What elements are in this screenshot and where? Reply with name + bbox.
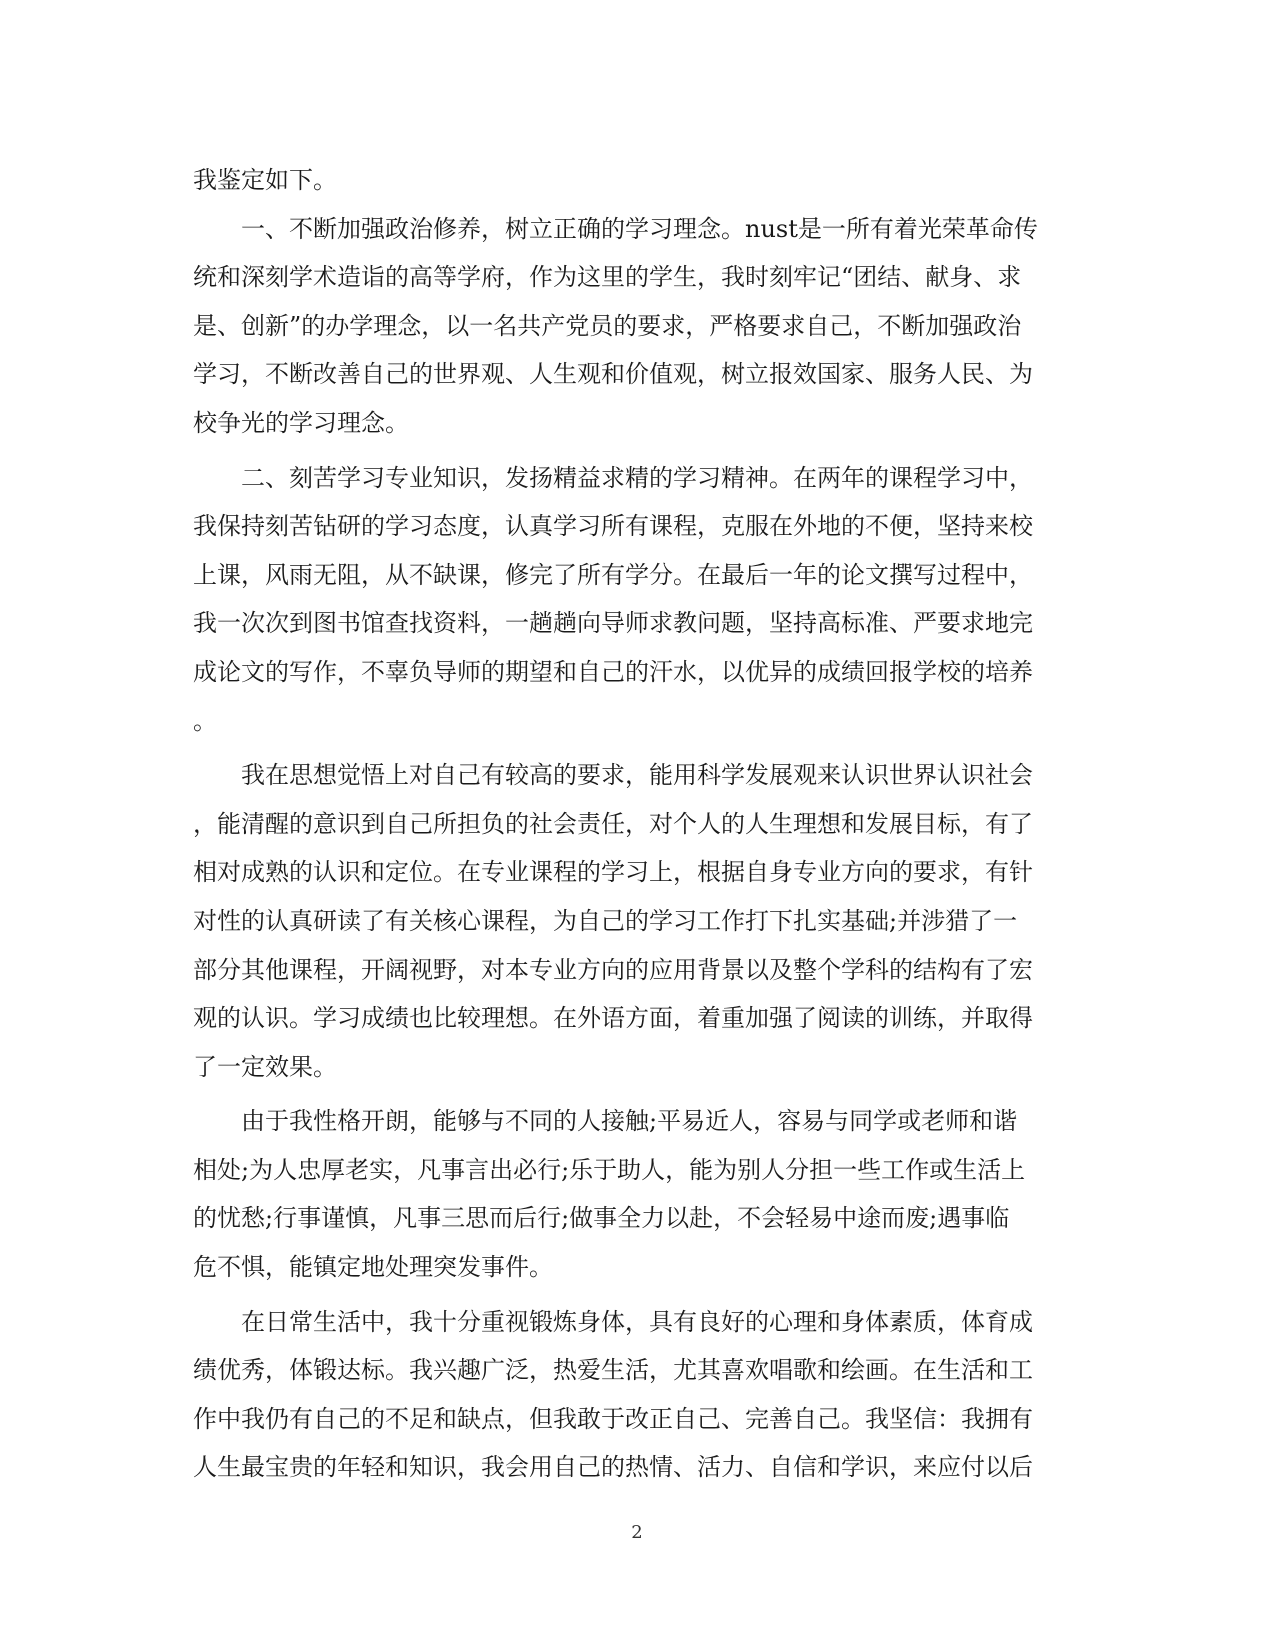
text-line: ，能清醒的意识到自己所担负的社会责任，对个人的人生理想和发展目标，有了 <box>193 809 1033 838</box>
page-number: 2 <box>631 1522 643 1543</box>
text-line: 在日常生活中，我十分重视锻炼身体，具有良好的心理和身体素质，体育成 <box>193 1307 1033 1336</box>
text-line: 相处;为人忠厚老实，凡事言出必行;乐于助人，能为别人分担一些工作或生活上 <box>193 1155 1026 1184</box>
text-line: 的忧愁;行事谨慎，凡事三思而后行;做事全力以赴，不会轻易中途而废;遇事临 <box>193 1204 1010 1233</box>
text-line: 作中我仍有自己的不足和缺点，但我敢于改正自己、完善自己。我坚信：我拥有 <box>193 1404 1033 1433</box>
text-line: 上课，风雨无阻，从不缺课，修完了所有学分。在最后一年的论文撰写过程中， <box>193 560 1033 589</box>
text-line: 成论文的写作，不辜负导师的期望和自己的汗水，以优异的成绩回报学校的培养 <box>193 657 1033 686</box>
text-line: 校争光的学习理念。 <box>193 408 409 437</box>
text-line: 我保持刻苦钻研的学习态度，认真学习所有课程，克服在外地的不便，坚持来校 <box>193 512 1033 541</box>
text-line: 对性的认真研读了有关核心课程，为自己的学习工作打下扎实基础;并涉猎了一 <box>193 906 1018 935</box>
text-line: 我在思想觉悟上对自己有较高的要求，能用科学发展观来认识世界认识社会 <box>193 761 1033 790</box>
text-line: 绩优秀，体锻达标。我兴趣广泛，热爱生活，尤其喜欢唱歌和绘画。在生活和工 <box>193 1356 1033 1385</box>
text-line: 。 <box>193 706 217 735</box>
text-line: 我鉴定如下。 <box>193 166 337 194</box>
text-line: 是、创新”的办学理念，以一名共产党员的要求，严格要求自己，不断加强政治 <box>193 311 1022 340</box>
text-line: 部分其他课程，开阔视野，对本专业方向的应用背景以及整个学科的结构有了宏 <box>193 955 1033 984</box>
text-line: 二、刻苦学习专业知识，发扬精益求精的学习精神。在两年的课程学习中， <box>193 463 1033 492</box>
text-line: 相对成熟的认识和定位。在专业课程的学习上，根据自身专业方向的要求，有针 <box>193 858 1033 887</box>
text-line: 学习，不断改善自己的世界观、人生观和价值观，树立报效国家、服务人民、为 <box>193 360 1033 389</box>
text-line: 人生最宝贵的年轻和知识，我会用自己的热情、活力、自信和学识，来应付以后 <box>193 1453 1033 1482</box>
text-line: 统和深刻学术造诣的高等学府，作为这里的学生，我时刻牢记“团结、献身、求 <box>193 263 1022 292</box>
text-line: 由于我性格开朗，能够与不同的人接触;平易近人，容易与同学或老师和谐 <box>193 1107 1018 1136</box>
text-line: 危不惧，能镇定地处理突发事件。 <box>193 1253 553 1282</box>
body-text <box>193 156 1071 1492</box>
text-line: 我一次次到图书馆查找资料，一趟趟向导师求教问题，坚持高标准、严要求地完 <box>193 609 1033 638</box>
text-line: 一、不断加强政治修养，树立正确的学习理念。nust是一所有着光荣革命传 <box>193 214 1038 243</box>
text-line: 观的认识。学习成绩也比较理想。在外语方面，着重加强了阅读的训练，并取得 <box>193 1004 1033 1033</box>
text-line: 了一定效果。 <box>193 1052 337 1081</box>
